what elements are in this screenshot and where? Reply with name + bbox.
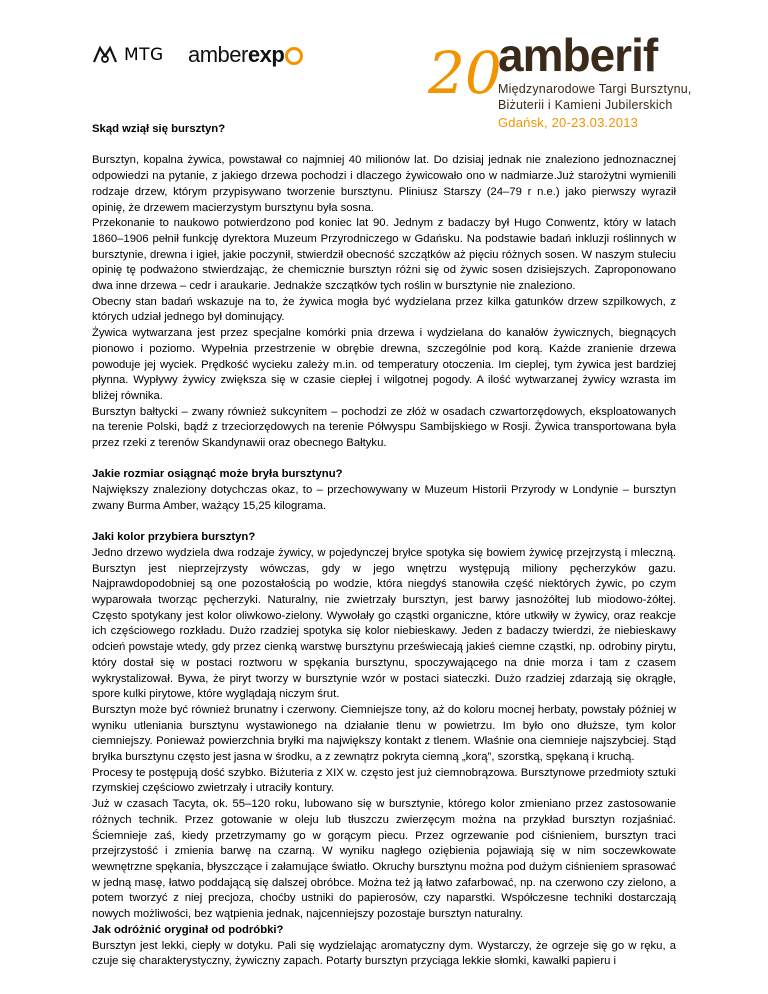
amberif-logo [420,28,710,130]
fair-date: Gdańsk, 20-23.03.2013 [498,115,639,130]
article-body [92,122,676,970]
mtg-logo-text: MTG [124,45,164,65]
amberif-wordmark: amberif [498,29,658,81]
section-heading-color: Jaki kolor przybiera bursztyn? [92,531,256,544]
paragraph: Przekonanie to naukowo potwierdzono pod koniec lat 90. Jednym z badaczy był Hugo Conwentz, który w latach 1860–1906 pełnił funkcję dyrektora Muzeum Przyrodniczego w Gdańsku. Na podstawie badań inkluzji roślinnych w bursztynie, drewna i igieł, jakie poczynił, stwierdził obecność szczątków aż pięciu różnych sosen. W naszym stuleciu opinię tę podważono stwierdzając, że chemicznie bursztyn różni się od żywic sosen dzisiejszych. Zaproponowano dwa inne drzewa – cedr i araukarie. Jednakże szczątków tych roślin w bursztynie nie znaleziono. [92,217,676,293]
paragraph: Procesy te postępują dość szybko. Biżuteria z XIX w. często jest już ciemnobrązowa. Bursztynowe przedmioty sztuki rzymskiej częściowo zwietrzały i utraciły kontury. [92,766,676,795]
amberexpo-logo-amber: amber [188,42,248,67]
paragraph: Już w czasach Tacyta, ok. 55–120 roku, lubowano się w bursztynie, którego kolor zmieniano przez zastosowanie różnych technik. Przez gotowanie w oleju lub tłuszczu zwierzęcym można na przykład bursztyn rozjaśniać. Ściemnieje zaś, kiedy przetrzymamy go w gorącym piecu. Przez ogrzewanie pod ciśnieniem, bursztyn traci przejrzystość i zmienia barwę na czarną. W wyniku nagłego oziębienia pojawiają się w nim soczewkowate wewnętrzne spękania, błyszczące i załamujące światło. Okruchy bursztynu można pod dużym ciśnieniem sprasować w jedną masę, łatwo poddającą się dalszej obróbce. Można też ją łatwo zafarbować, np. na czerwono czy zielono, a potem tworzyć z niej precjoza, choćby ustniki do papierosów, czy naparstki. Współczesne techniki dostarczają nowych możliwości, bez wątpienia jednak, najcenniejszy pozostaje bursztyn naturalny. [92,798,676,921]
fair-name-line2: Biżuterii i Kamieni Jubilerskich [498,98,673,112]
mtg-emblem-icon [92,44,118,66]
amberexpo-logo [188,42,303,68]
fair-name-line1: Międzynarodowe Targi Bursztynu, [498,82,692,96]
paragraph: Bursztyn może być również brunatny i czerwony. Ciemniejsze tony, aż do koloru mocnej herbaty, powstały później w wyniku utleniania bursztynu wystawionego na działanie tlenu w powietrzu. Im było ono dłuższe, tym kolor ciemniejszy. Ponieważ powierzchnia bryłki ma największy kontakt z tlenem. Właśnie ona ciemnieje najszybciej. Stąd bryłka bursztynu często jest jasna w środku, a z zewnątrz pokryta ciemną „korą”, szorstką, spękaną i kruchą. [92,703,676,764]
section-heading-size: Jakie rozmiar osiągnąć może bryła bursztynu? [92,468,343,481]
amberexpo-logo-expo: exp [247,42,285,67]
paragraph: Największy znaleziony dotychczas okaz, to – przechowywany w Muzeum Historii Przyrody w Londynie – bursztyn zwany Burma Amber, ważący 15,25 kilograma. [92,484,676,512]
paragraph: Bursztyn jest lekki, ciepły w dotyku. Pali się wydzielając aromatyczny dym. Wystarczy, że ogrzeje się go w ręku, a czuje się charakterystyczny, żywiczny zapach. Potarty bursztyn przyciąga lekkie słomki, kawałki papieru i [92,939,676,968]
paragraph: Żywica wytwarzana jest przez specjalne komórki pnia drzewa i wydzielana do kanałów żywicznych, biegnących pionowo i poziomo. Wypełnia przestrzenie w obrębie drewna, szczególnie pod korą. Każde zranienie drzewa powoduje jej wyciek. Prędkość wycieku zależy m.in. od temperatury otoczenia. Im cieplej, tym żywica jest bardziej płynna. Wypływy żywicy zwiększa się w czasie ciepłej i wilgotnej pogody. A ilość wytwarzanej żywicy wzrasta im bliżej równika. [92,327,676,402]
section-heading-origin: Skąd wziął się bursztyn? [92,123,226,135]
paragraph: Bursztyn, kopalna żywica, powstawał co najmniej 40 milionów lat. Do dzisiaj jednak nie znaleziono jednoznacznej odpowiedzi na pytanie, z jakiego drzewa pochodzi i dlaczego żywicowało ono w nadmiarze.Już starożytni wymienili rodzaje drzew, którym przypisywano tworzenie bursztynu. Pliniusz Starszy (24–79 r n.e.) jako pierwszy wyraził opinię, że drzewem macierzystym bursztynu była sosna. [92,154,676,214]
mtg-logo [92,44,164,66]
amberif-20-mark: 20 [428,39,502,107]
paragraph: Jedno drzewo wydziela dwa rodzaje żywicy, w pojedynczej bryłce spotyka się bowiem żywicę przejrzystą i mleczną. Bursztyn jest nieprzejrzysty wówczas, gdy w jego wnętrzu występują miliony pęcherzyków gazu. Najprawdopodobniej są one pozostałością po wodzie, która niegdyś stanowiła część niektórych żywic, po czym wyparowała tworząc pęcherzyki. Naturalny, nie zwietrzały bursztyn, jest barwy jasnożółtej lub miodowo-żółtej. Często spotykany jest kolor oliwkowo-zielony. Wywołały go cząstki organiczne, które utkwiły w żywicy, oraz reakcje ich częściowego rozkładu. Dużo rzadziej spotyka się kolor niebieskawy. Jeden z badaczy twierdzi, że niebieskawy odcień powstaje wtedy, gdy przez cienką warstwę bursztynu przeświecają jakieś ciemne cząstki, np. odrobiny pirytu, który dostał się w postaci roztworu w spękania bursztynu, spoczywającego na dnie morza i tam z czasem wykrystalizował. Bywa, że piryt tworzy w bursztynie wzór w postaci siateczki. Dużo rzadziej zdarzają się okrągłe, spore kulki pirytowe, które wyglądają niczym śrut. [92,546,676,701]
section-heading-original: Jak odróżnić oryginał od podróbki? [92,923,284,936]
paragraph: Obecny stan badań wskazuje na to, że żywica mogła być wydzielana przez kilka gatunków drzew szpilkowych, z których udział jednego był dominujący. [92,295,676,324]
paragraph: Bursztyn bałtycki – zwany również sukcynitem – pochodzi ze złóż w osadach czwartorzędowych, eksploatowanych na terenie Polski, bądź z trzeciorzędowych na terenie Półwyspu Sambijskiego w Rosji. Żywica transportowana była przez rzeki z terenów Skandynawii oraz obecnego Bałtyku. [92,405,676,450]
amberexpo-o-icon [285,47,303,65]
